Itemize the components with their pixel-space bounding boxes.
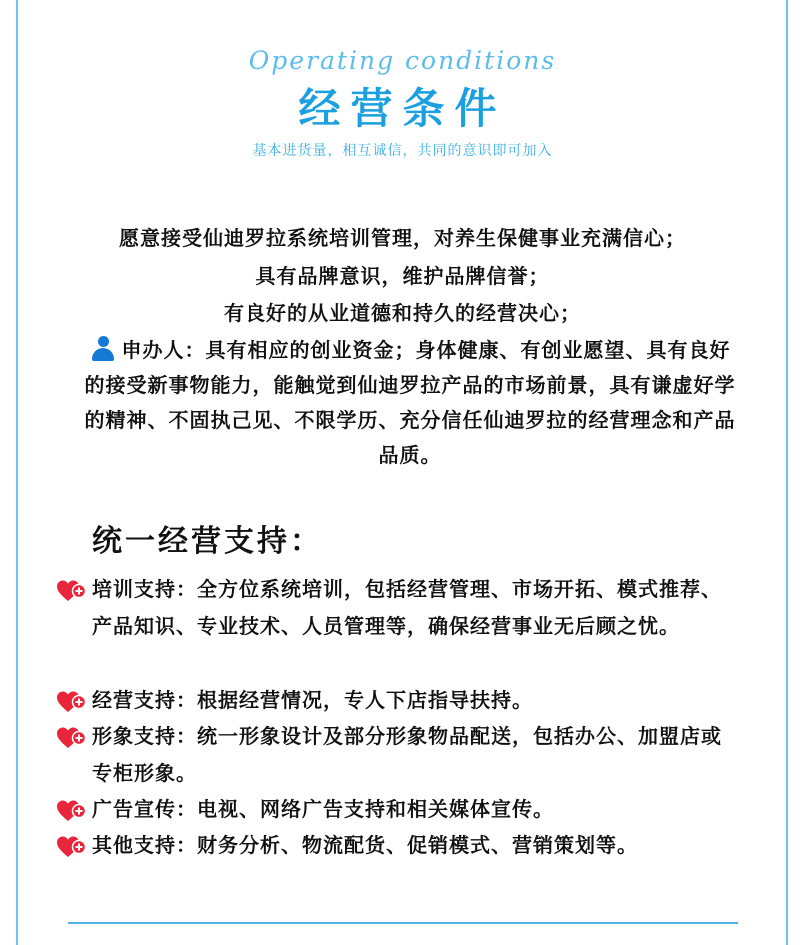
english-title: Operating conditions xyxy=(248,46,557,75)
support-item-text: 经营支持：根据经营情况，专人下店指导扶持。 xyxy=(92,688,533,712)
heart-plus-icon xyxy=(57,691,87,713)
support-heading: 统一经营支持： xyxy=(92,524,323,559)
support-item-text: 形象支持：统一形象设计及部分形象物品配送，包括办公、加盟店或专柜形象。 xyxy=(92,724,722,785)
page-title: 经营条件 xyxy=(298,84,507,133)
support-item-advertising xyxy=(55,791,735,828)
support-item-other xyxy=(55,827,735,864)
support-item-image xyxy=(55,718,735,792)
person-icon xyxy=(90,335,116,361)
heart-plus-icon xyxy=(57,836,87,858)
applicant-paragraph xyxy=(80,333,740,473)
intro-line-2: 具有品牌意识，维护品牌信誉； xyxy=(255,264,550,288)
support-item-operation xyxy=(55,682,735,719)
applicant-text: 申办人：具有相应的创业资金；身体健康、有创业愿望、具有良好的接受新事物能力，能触觉到仙迪罗拉产品的市场前景，具有谦虚好学的精神、不固执己见、不限学历、充分信任仙迪罗拉的经营理念和产品品质。 xyxy=(84,338,736,467)
bottom-divider xyxy=(68,922,738,924)
support-item-training xyxy=(55,571,735,645)
subtitle: 基本进货量，相互诚信，共同的意识即可加入 xyxy=(252,143,553,159)
intro-line-1: 愿意接受仙迪罗拉系统培训管理，对养生保健事业充满信心； xyxy=(119,226,686,250)
support-item-text: 培训支持：全方位系统培训，包括经营管理、市场开拓、模式推荐、产品知识、专业技术、人员管理等，确保经营事业无后顾之忧。 xyxy=(92,577,722,638)
heart-plus-icon xyxy=(57,727,87,749)
intro-line-3: 有良好的从业道德和持久的经营决心； xyxy=(224,301,581,325)
support-item-text: 广告宣传：电视、网络广告支持和相关媒体宣传。 xyxy=(92,797,554,821)
support-item-text: 其他支持：财务分析、物流配货、促销模式、营销策划等。 xyxy=(92,833,638,857)
heart-plus-icon xyxy=(57,580,87,602)
heart-plus-icon xyxy=(57,800,87,822)
